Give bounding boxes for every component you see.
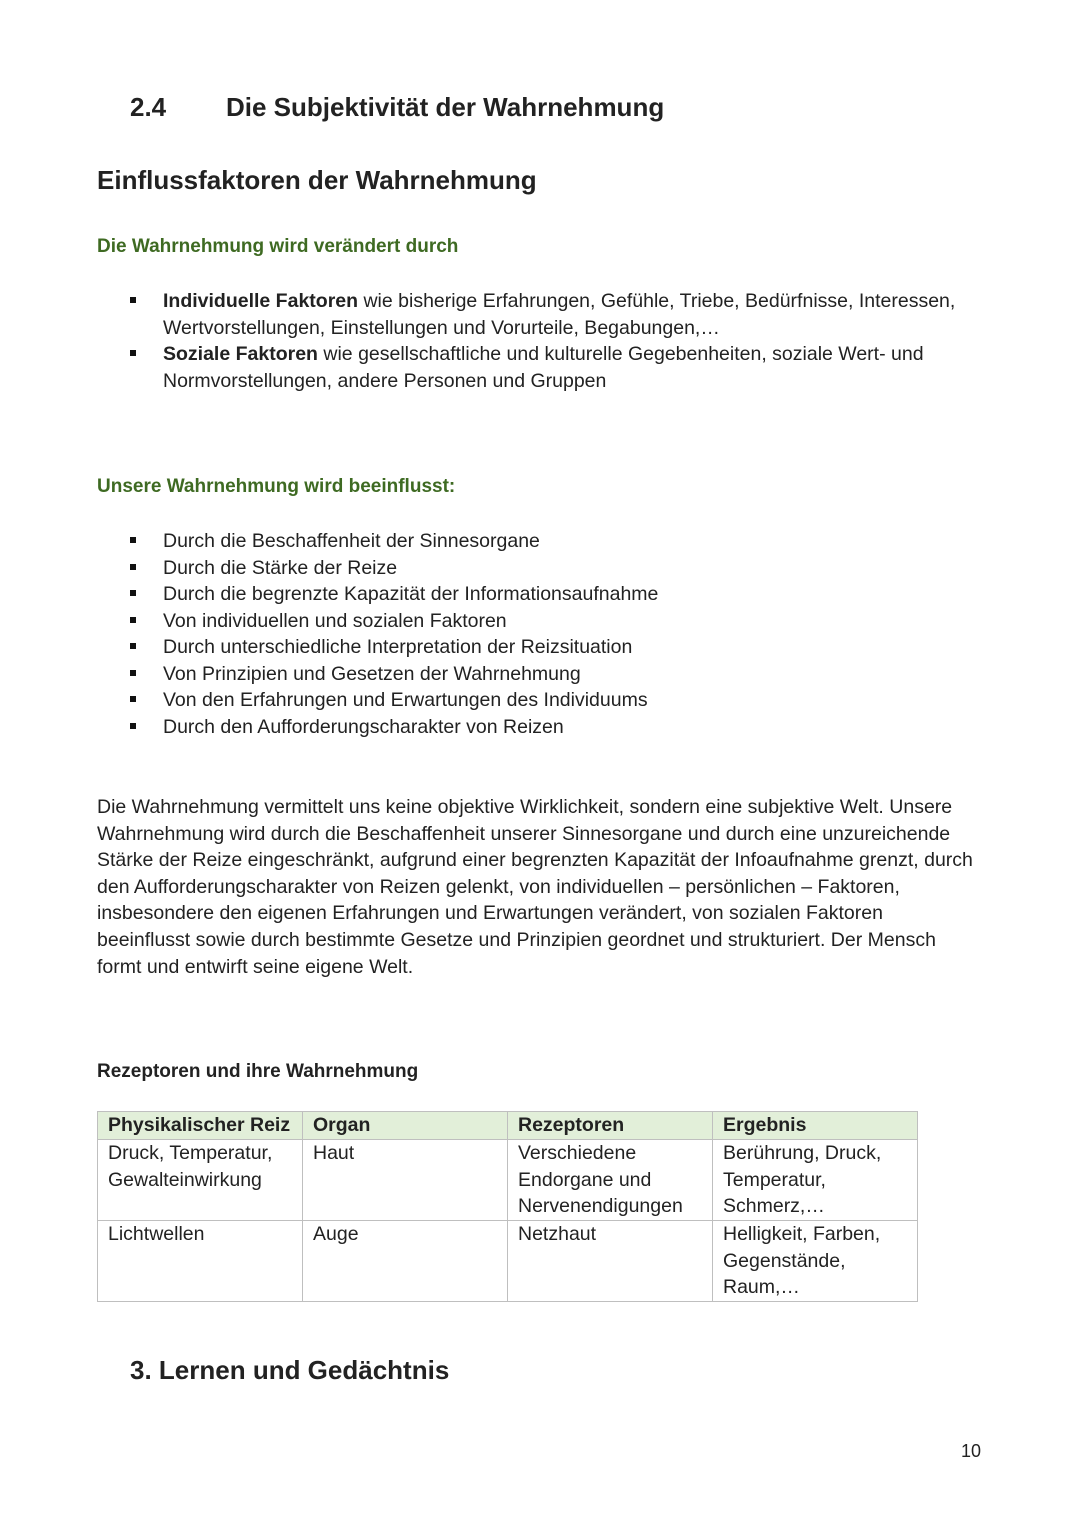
bullet-square-icon (130, 564, 136, 570)
list-item-text: Durch die Stärke der Reize (163, 556, 398, 579)
table-row (98, 1221, 918, 1302)
list-item (97, 555, 977, 582)
factors-list (97, 288, 977, 394)
list-item (97, 634, 977, 661)
table-cell: Haut (303, 1140, 508, 1221)
influence-list (97, 528, 977, 740)
page-number: 10 (961, 1441, 982, 1461)
heading-einflussfaktoren: Einflussfaktoren der Wahrnehmung (97, 165, 537, 195)
table-cell: Auge (303, 1221, 508, 1302)
list-item-bold: Soziale Faktoren (163, 343, 318, 365)
list-item (97, 288, 977, 341)
table-row (98, 1140, 918, 1221)
subheading-beeinflusst: Unsere Wahrnehmung wird beeinflusst: (97, 476, 456, 497)
list-item-text: Von Prinzipien und Gesetzen der Wahrnehmung (163, 662, 581, 685)
section-heading (130, 92, 664, 123)
list-item (97, 714, 977, 741)
list-item (97, 581, 977, 608)
table-header-cell: Organ (303, 1112, 508, 1140)
bullet-square-icon (130, 617, 136, 623)
list-item-text: Von den Erfahrungen und Erwartungen des Individuums (163, 689, 648, 711)
bullet-square-icon (130, 696, 136, 702)
table-cell: Helligkeit, Farben, Gegenstände, Raum,… (713, 1221, 918, 1302)
receptor-table (97, 1111, 918, 1302)
list-item (97, 687, 977, 714)
bullet-square-icon (130, 350, 136, 356)
bullet-square-icon (130, 670, 136, 676)
bullet-square-icon (130, 537, 136, 543)
list-item (97, 608, 977, 635)
section-title: Die Subjektivität der Wahrnehmung (226, 92, 665, 122)
bullet-square-icon (130, 297, 136, 303)
list-item-text: Durch unterschiedliche Interpretation der Reizsituation (163, 636, 633, 658)
bullet-square-icon (130, 723, 136, 729)
table-cell: Verschiedene Endorgane und Nervenendigungen (508, 1140, 713, 1221)
table-header-cell: Rezeptoren (508, 1112, 713, 1140)
list-item-text: Durch die Beschaffenheit der Sinnesorgane (163, 530, 540, 552)
list-item-bold: Individuelle Faktoren (163, 290, 359, 312)
table-cell: Netzhaut (508, 1221, 713, 1302)
table-cell: Druck, Temperatur, Gewalteinwirkung (98, 1140, 303, 1221)
table-caption: Rezeptoren und ihre Wahrnehmung (97, 1061, 419, 1082)
heading-lernen: 3. Lernen und Gedächtnis (130, 1355, 450, 1385)
table-header-cell: Ergebnis (713, 1112, 918, 1140)
table-header-row (98, 1112, 918, 1140)
list-item-text: Durch den Aufforderungscharakter von Reizen (163, 715, 564, 738)
list-item-text: Durch die begrenzte Kapazität der Informationsaufnahme (163, 583, 659, 605)
table-cell: Berührung, Druck, Temperatur, Schmerz,… (713, 1140, 918, 1221)
list-item-text: Von individuellen und sozialen Faktoren (163, 609, 507, 632)
table-cell: Lichtwellen (98, 1221, 303, 1302)
section-number: 2.4 (130, 92, 167, 122)
list-item (97, 528, 977, 555)
bullet-square-icon (130, 643, 136, 649)
list-item-text: wie gesellschaftliche und kulturelle Gegebenheiten, soziale Wert- und Normvorstellungen, andere Personen und Gruppen (163, 343, 924, 392)
subheading-veraendert: Die Wahrnehmung wird verändert durch (97, 236, 459, 257)
list-item (97, 341, 977, 394)
table-header-cell: Physikalischer Reiz (98, 1112, 303, 1140)
body-paragraph: Die Wahrnehmung vermittelt uns keine objektive Wirklichkeit, sondern eine subjektive Welt. Unsere Wahrnehmung wird durch die Beschaffenheit unserer Sinnesorgane und durch eine unzureichende Stärke der Reize eingeschränkt, aufgrund einer begrenzten Kapazität der Infoaufnahme grenzt, durch den Aufforderungscharakter von Reizen gelenkt, von individuellen – persönlichen – Faktoren, insbesondere den eigenen Erfahrungen und Erwartungen verändert, von sozialen Faktoren beeinflusst sowie durch bestimmte Gesetze und Prinzipien geordnet und strukturiert. Der Mensch formt und entwirft seine eigene Welt. (97, 796, 973, 978)
list-item (97, 661, 977, 688)
list-item-text: wie bisherige Erfahrungen, Gefühle, Triebe, Bedürfnisse, Interessen, Wertvorstellungen, Einstellungen und Vorurteile, Begabungen,… (163, 290, 956, 339)
bullet-square-icon (130, 590, 136, 596)
